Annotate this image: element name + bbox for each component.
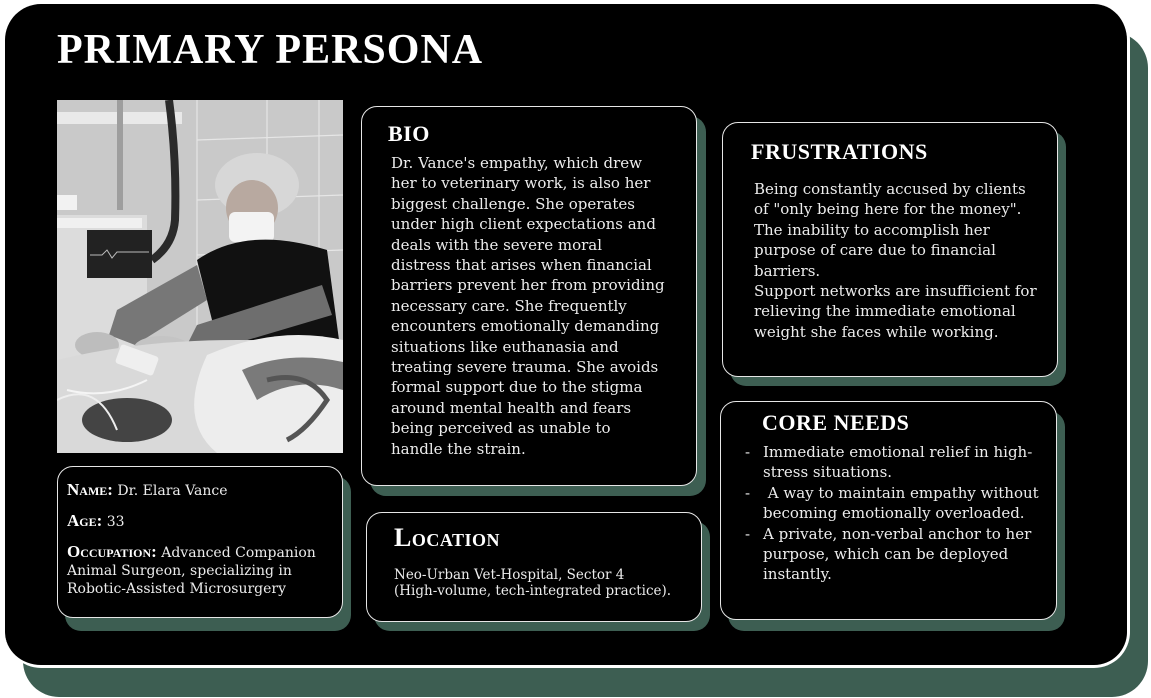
- bio-card: [361, 106, 697, 486]
- name-label: Name:: [67, 480, 113, 499]
- location-line-2: (High-volume, tech-integrated practice).: [394, 583, 672, 599]
- core-need-item: [745, 483, 1045, 524]
- age-value: 33: [106, 514, 125, 530]
- page-title: PRIMARY PERSONA: [57, 27, 484, 73]
- location-line-1: Neo-Urban Vet-Hospital, Sector 4: [394, 567, 625, 583]
- dash-bullet-icon: -: [745, 524, 751, 543]
- profile-card: [57, 466, 343, 618]
- frustration-item: Support networks are insufficient for relieving the immediate emotional weight she faces while working.: [754, 282, 1037, 341]
- frustration-item: The inability to accomplish her purpose of care due to financial barriers.: [754, 220, 996, 280]
- name-value: Dr. Elara Vance: [117, 483, 228, 499]
- core-needs-card: [720, 401, 1057, 620]
- name-field: [67, 481, 342, 500]
- age-label: Age:: [67, 511, 103, 530]
- core-need-item: [745, 524, 1045, 585]
- core-need-item: [745, 442, 1045, 483]
- occupation-label: Occupation:: [67, 542, 157, 561]
- frustrations-card: [722, 122, 1058, 377]
- frustrations-list: [754, 179, 1039, 342]
- location-text: [394, 567, 694, 599]
- frustrations-heading: FRUSTRATIONS: [751, 139, 928, 164]
- location-card: [366, 512, 702, 622]
- occupation-field: [67, 543, 342, 598]
- bio-text: Dr. Vance's empathy, which drew her to veterinary work, is also her biggest challenge. She operates under high client expectations and deals with the severe moral distress that arises when financial barriers prevent her from providing necessary care. She frequently encounters emotionally demanding situations like euthanasia and treating severe trauma. She avoids formal support due to the stigma around mental health and fears being perceived as unable to handle the strain.: [391, 154, 665, 458]
- persona-photo: [57, 100, 343, 453]
- core-need-text: A private, non-verbal anchor to her purpose, which can be deployed instantly.: [763, 524, 1032, 584]
- occupation-value: Advanced Companion Animal Surgeon, specializing in Robotic-Assisted Microsurgery: [67, 545, 316, 597]
- dash-bullet-icon: -: [745, 483, 751, 502]
- core-needs-list-wrap: [745, 442, 1045, 585]
- core-needs-heading: CORE NEEDS: [762, 410, 910, 435]
- frustration-item: Being constantly accused by clients of "only being here for the money".: [754, 180, 1026, 219]
- location-heading: Location: [394, 523, 501, 552]
- core-need-text: Immediate emotional relief in high-stress situations.: [763, 443, 1033, 482]
- veterinarian-photo-illustration: [57, 100, 343, 453]
- core-needs-list: [745, 442, 1045, 585]
- dash-bullet-icon: -: [745, 443, 751, 461]
- bio-heading: BIO: [388, 121, 430, 146]
- age-field: [67, 512, 342, 531]
- core-need-text: A way to maintain empathy without becoming emotionally overloaded.: [763, 483, 1044, 523]
